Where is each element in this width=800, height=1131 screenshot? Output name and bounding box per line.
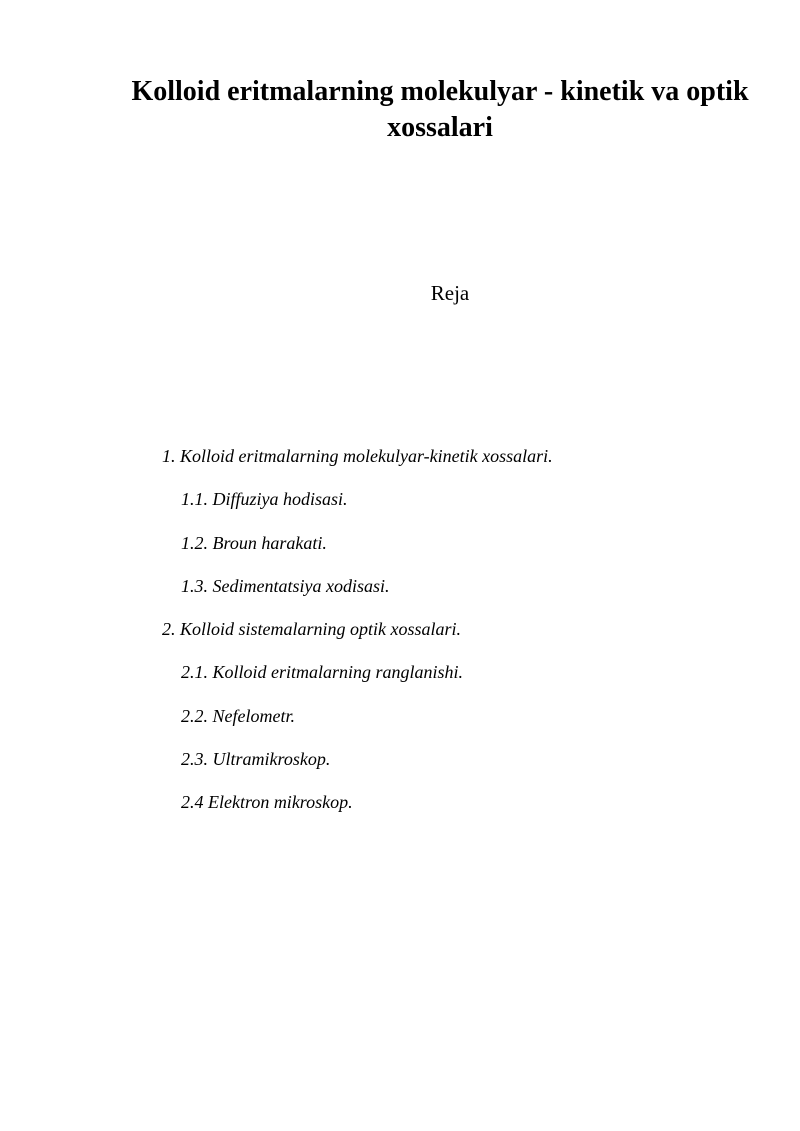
plan-subitem: 1.3. Sedimentatsiya xodisasi. — [181, 575, 390, 596]
plan-heading: Reja — [430, 281, 470, 305]
plan-subitem: 1.1. Diffuziya hodisasi. — [181, 489, 348, 510]
plan-item: 1. Kolloid eritmalarning molekulyar-kinetik xossalari. — [162, 446, 553, 466]
plan-subitem: 2.2. Nefelometr. — [181, 705, 295, 726]
plan-subitem: 1.2. Broun harakati. — [181, 532, 327, 553]
plan-item: 2. Kolloid sistemalarning optik xossalari. — [162, 619, 462, 640]
plan-subitem: 2.3. Ultramikroskop. — [181, 749, 331, 770]
plan-list — [0, 443, 800, 833]
document-title: Kolloid eritmalarning molekulyar - kinetik va optik xossalari — [131, 76, 749, 143]
plan-subitem: 2.4 Elektron mikroskop. — [181, 792, 353, 813]
plan-subitem: 2.1. Kolloid eritmalarning ranglanishi. — [181, 662, 464, 683]
